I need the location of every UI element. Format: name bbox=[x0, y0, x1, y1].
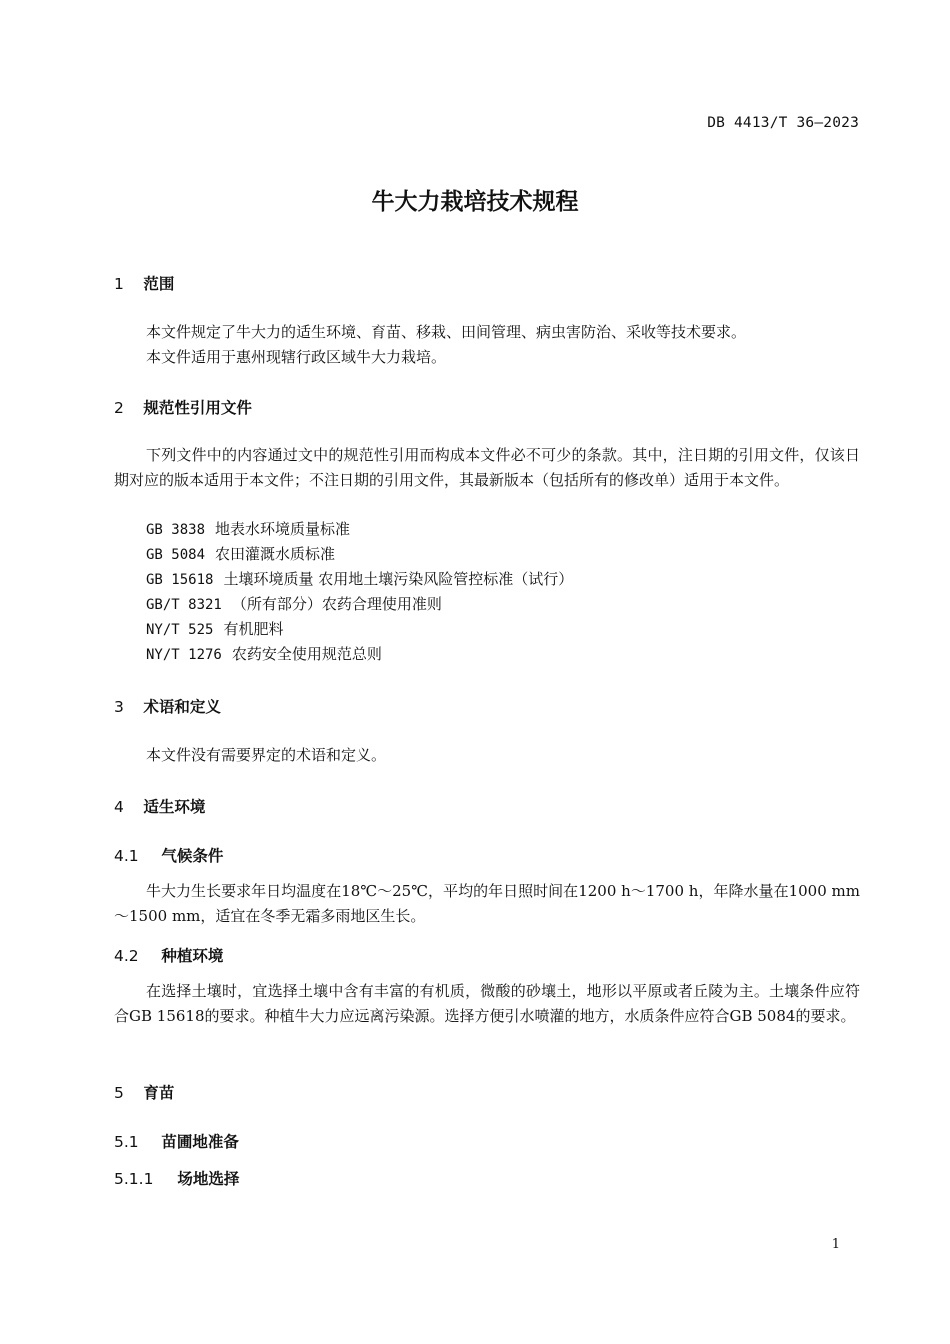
paragraph: 本文件没有需要界定的术语和定义。 bbox=[146, 746, 387, 764]
section-title: 场地选择 bbox=[177, 1170, 240, 1188]
reference-code: GB 5084 bbox=[146, 547, 206, 563]
section-heading-3 bbox=[114, 695, 221, 717]
section-number: 4.2 bbox=[114, 947, 139, 965]
page-number: 1 bbox=[831, 1237, 840, 1252]
paragraph: 在选择土壤时，宜选择土壤中含有丰富的有机质，微酸的砂壤土，地形以平原或者丘陵为主。土壤条件应符合GB 15618的要求。种植牛大力应远离污染源。选择方便引水喷灌的地方，水质条件应符合GB 5084的要求。 bbox=[114, 982, 860, 1025]
reference-code: NY/T 525 bbox=[146, 622, 214, 638]
section-heading-2 bbox=[114, 396, 252, 418]
section-number: 4 bbox=[114, 798, 124, 816]
section-heading-1 bbox=[114, 272, 174, 294]
section-number: 5 bbox=[114, 1084, 124, 1102]
section-title: 种植环境 bbox=[161, 947, 224, 965]
section-title: 苗圃地准备 bbox=[161, 1133, 239, 1151]
section-heading-5 bbox=[114, 1081, 174, 1103]
reference-item bbox=[146, 643, 382, 664]
paragraph: 牛大力生长要求年日均温度在18℃～25℃，平均的年日照时间在1200 h～1700 h，年降水量在1000 mm～1500 mm，适宜在冬季无霜多雨地区生长。 bbox=[114, 882, 860, 925]
reference-code: NY/T 1276 bbox=[146, 647, 222, 663]
subsection-heading-4-2 bbox=[114, 944, 223, 966]
section-title: 育苗 bbox=[143, 1084, 175, 1102]
document-title: 牛大力栽培技术规程 bbox=[371, 189, 579, 215]
section-title: 规范性引用文件 bbox=[143, 399, 252, 417]
reference-code: GB 15618 bbox=[146, 572, 214, 588]
reference-item bbox=[146, 568, 573, 589]
reference-name: 地表水环境质量标准 bbox=[215, 520, 351, 538]
section-number: 2 bbox=[114, 399, 124, 417]
section-heading-4 bbox=[114, 795, 205, 817]
reference-code: GB/T 8321 bbox=[146, 597, 222, 613]
section-number: 1 bbox=[114, 275, 124, 293]
section-number: 5.1 bbox=[114, 1133, 139, 1151]
section-title: 气候条件 bbox=[161, 847, 224, 865]
paragraph: 本文件适用于惠州现辖行政区域牛大力栽培。 bbox=[146, 348, 447, 366]
subsection-heading-4-1 bbox=[114, 844, 223, 866]
reference-item bbox=[146, 518, 350, 539]
reference-item bbox=[146, 618, 283, 639]
section-title: 术语和定义 bbox=[143, 698, 221, 716]
reference-name: （所有部分）农药合理使用准则 bbox=[231, 595, 442, 613]
paragraph: 下列文件中的内容通过文中的规范性引用而构成本文件必不可少的条款。其中，注日期的引用文件，仅该日期对应的版本适用于本文件；不注日期的引用文件，其最新版本（包括所有的修改单）适用于本文件。 bbox=[114, 446, 860, 489]
paragraph: 本文件规定了牛大力的适生环境、育苗、移栽、田间管理、病虫害防治、采收等技术要求。 bbox=[146, 323, 747, 341]
reference-name: 有机肥料 bbox=[223, 620, 284, 638]
section-number: 5.1.1 bbox=[114, 1170, 154, 1188]
reference-name: 农田灌溉水质标准 bbox=[215, 545, 336, 563]
subsection-heading-5-1 bbox=[114, 1130, 239, 1152]
section-number: 4.1 bbox=[114, 847, 139, 865]
section-number: 3 bbox=[114, 698, 124, 716]
reference-name: 农药安全使用规范总则 bbox=[231, 645, 382, 663]
section-title: 范围 bbox=[143, 275, 175, 293]
reference-code: GB 3838 bbox=[146, 522, 206, 538]
reference-name: 土壤环境质量 农用地土壤污染风险管控标准（试行） bbox=[223, 570, 574, 588]
reference-item bbox=[146, 593, 442, 614]
reference-item bbox=[146, 543, 335, 564]
section-title: 适生环境 bbox=[143, 798, 206, 816]
subsection-heading-5-1-1 bbox=[114, 1167, 239, 1189]
document-number: DB 4413/T 36—2023 bbox=[707, 115, 859, 131]
